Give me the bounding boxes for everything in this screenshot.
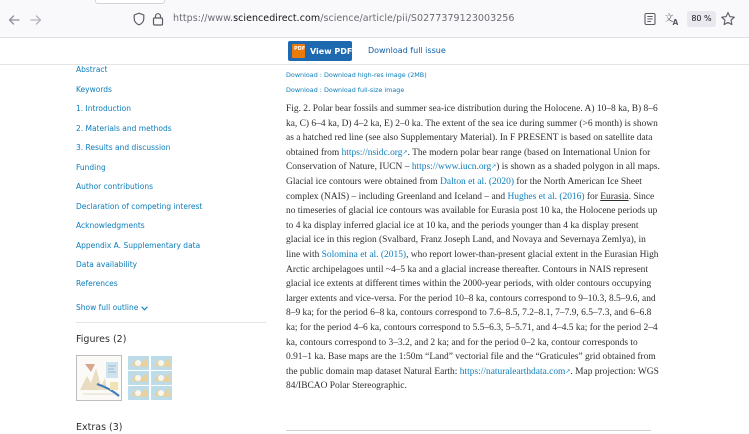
- outline-item-abstract[interactable]: Abstract: [76, 65, 108, 74]
- naturalearth-link[interactable]: https://naturalearthdata.com↗: [459, 366, 571, 377]
- svg-text:文: 文: [664, 14, 674, 24]
- caption-text: . Since no timeseries of glacial ice contours was available for Eurasia post 10 ka, the Holocene periods up to 4 ka display inferred glacial ice at 10 ka, and the periods younger than 4 ka display present glacial ice in this region (Svalbard, Franz Joseph Land, and Novaya and Severnaya Zemlya), in line with: [286, 191, 658, 260]
- external-link-icon: ↗: [565, 368, 571, 375]
- divider: [76, 322, 266, 323]
- outline-item-data-availability[interactable]: Data availability: [76, 260, 138, 269]
- outline-item-funding[interactable]: Funding: [76, 163, 106, 172]
- caption-text: ) is shown as a shaded polygon in all maps. Glacial ice contours were obtained from: [286, 162, 660, 187]
- url-text[interactable]: https://www.sciencedirect.com/science/article/pii/S0277379123003256: [173, 13, 515, 24]
- view-pdf-button[interactable]: [288, 41, 352, 61]
- dalton-2020-reference-link[interactable]: Dalton et al. (2020): [440, 176, 514, 187]
- forward-button[interactable]: [26, 10, 46, 30]
- extras-heading[interactable]: Extras (3): [76, 422, 123, 433]
- caption-text: Fig. 2. Polar bear fossils and summer sea-ice distribution during the Holocene. A) 10–8 ka, B) 8–6 ka, C) 6–4 ka, D) 4–2 ka, E) 2–0 ka. The extent of the sea ice during summer (>6 month) is shown as a hatched red line (see also Supplementary Material). In F PRESENT is based on satellite data obtained from: [286, 104, 658, 158]
- outline-item-1-introduction[interactable]: 1. Introduction: [76, 104, 131, 113]
- article-toolbar: [0, 38, 749, 65]
- url-bar[interactable]: [56, 5, 742, 33]
- zoom-level-badge[interactable]: 80 %: [687, 11, 716, 27]
- view-pdf-label: View PDF: [310, 46, 353, 56]
- download-full-issue-link[interactable]: Download full issue: [368, 46, 446, 55]
- shield-icon[interactable]: [132, 12, 146, 26]
- figure-1-thumbnail[interactable]: [76, 355, 122, 401]
- browser-toolbar: [0, 0, 749, 38]
- back-arrow-icon: [8, 15, 20, 25]
- figure-2-thumbnail[interactable]: [127, 355, 173, 401]
- outline-item-2-materials-and-methods[interactable]: 2. Materials and methods: [76, 124, 172, 133]
- divider: [286, 430, 651, 431]
- figures-heading[interactable]: Figures (2): [76, 334, 127, 345]
- caption-text: for the North American Ice Sheet complex (NAIS) – including Greenland and Iceland – and: [286, 176, 642, 202]
- outline-item-declaration-of-competing-interest[interactable]: Declaration of competing interest: [76, 202, 203, 211]
- forward-arrow-icon: [30, 15, 42, 25]
- figure-caption: [286, 102, 661, 394]
- show-full-outline-button[interactable]: Show full outline: [76, 303, 148, 312]
- back-button[interactable]: [4, 10, 24, 30]
- lock-icon[interactable]: [152, 12, 164, 26]
- reader-view-icon[interactable]: [643, 12, 657, 26]
- caption-text: . Map projection: WGS 84/IBCAO Polar Stereographic.: [286, 366, 659, 392]
- outline-item-keywords[interactable]: Keywords: [76, 85, 112, 94]
- outline-item-3-results-and-discussion[interactable]: 3. Results and discussion: [76, 143, 171, 152]
- external-link-icon: ↗: [491, 164, 497, 171]
- caption-text: . The modern polar bear range (based on International Union for Conservation of Nature, IUCN –: [286, 147, 651, 173]
- outline-item-acknowledgments[interactable]: Acknowledgments: [76, 221, 145, 230]
- eurasia-term[interactable]: Eurasia: [600, 191, 629, 202]
- svg-text:A: A: [672, 18, 679, 26]
- caption-text: , who report lower-than-present glacial extent in the Eurasian High Arctic archipelagoes until ~4–5 ka and a glacial increase thereafter. Contours in NAIS represent glacial ice extents at different times within the 2000-year periods, with older contours occupying larger extents and vice-versa. For the period 10–8 ka, contours correspond to 9–10.3, 8.5–9.6, and 8–9 ka; for the period 6–8 ka, contours correspond to 7.6–8.5, 7.2–8.1, 7–7.9, 6.5–7.3, and 6–6.8 ka; for the period 4–6 ka, contours correspond to 5.5–6.3, 5–5.71, and 4–4.5 ka; for the period 2–4 ka, contours correspond to 3–3.2, and 2 ka; and for the period 0–2 ka, contour corresponds to 0.91–1 ka. Base maps are the 1:50m “Land” vectorial file and the “Graticules” grid obtained from the public domain map dataset Natural Earth:: [286, 249, 659, 377]
- pdf-icon: PDF: [292, 44, 305, 58]
- hughes-2016-reference-link[interactable]: Hughes et al. (2016): [507, 191, 585, 202]
- iucn-link[interactable]: https://www.iucn.org↗: [411, 162, 497, 173]
- solomina-2015-reference-link[interactable]: Solomina et al. (2015): [321, 249, 407, 260]
- translate-icon[interactable]: [664, 12, 680, 26]
- star-icon[interactable]: [720, 11, 736, 27]
- outline-item-appendix-a-supplementary-data[interactable]: Appendix A. Supplementary data: [76, 241, 201, 250]
- nsidc-link[interactable]: https://nsidc.org↗: [341, 147, 408, 158]
- download-high-res-link[interactable]: Download : Download high-res image (2MB): [286, 71, 427, 79]
- download-full-size-link[interactable]: Download : Download full-size image: [286, 86, 405, 94]
- external-link-icon: ↗: [402, 149, 408, 156]
- outline-item-author-contributions[interactable]: Author contributions: [76, 182, 153, 191]
- active-tab-edge[interactable]: [95, 0, 165, 4]
- outline-item-references[interactable]: References: [76, 279, 118, 288]
- chevron-down-icon: [141, 306, 148, 311]
- caption-text: for: [584, 191, 601, 202]
